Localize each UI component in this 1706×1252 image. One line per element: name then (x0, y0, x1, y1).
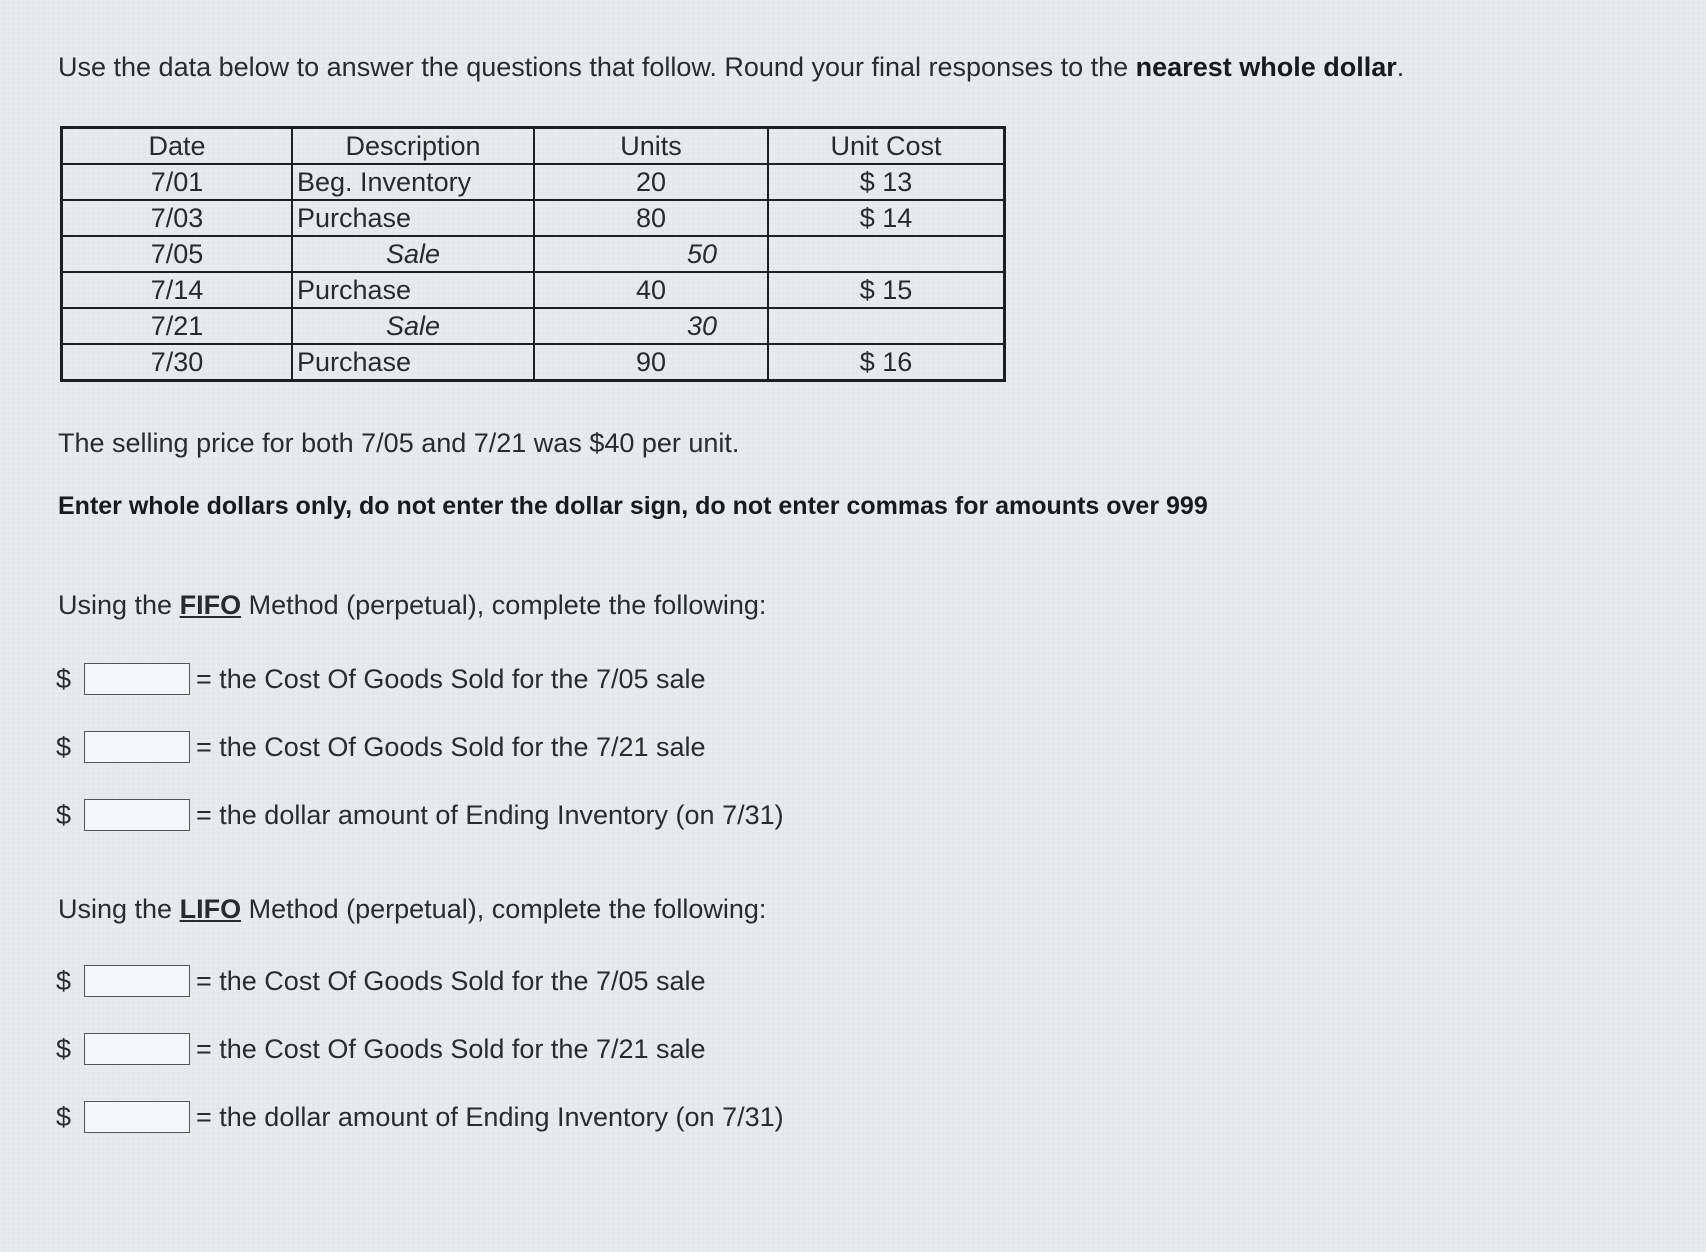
table-row (62, 236, 1005, 272)
cell-description: Sale (292, 236, 534, 272)
cell-date: 7/01 (62, 164, 293, 200)
lifo-question-cogs-721 (56, 1030, 706, 1068)
header-unit-cost: Unit Cost (768, 128, 1005, 165)
header-units: Units (534, 128, 768, 165)
cell-description: Purchase (292, 200, 534, 236)
lifo-heading (58, 894, 766, 925)
inventory-table (60, 126, 1006, 382)
dollar-sign: $ (56, 663, 72, 694)
fifo-cogs-721-label: = the Cost Of Goods Sold for the 7/21 sale (196, 731, 706, 762)
cell-date: 7/30 (62, 344, 293, 381)
cell-date: 7/03 (62, 200, 293, 236)
header-description: Description (292, 128, 534, 165)
table-row (62, 344, 1005, 381)
lifo-method-label: LIFO (179, 894, 242, 924)
cell-units: 20 (534, 164, 768, 200)
cell-description: Sale (292, 308, 534, 344)
selling-price-note: The selling price for both 7/05 and 7/21 was $40 per unit. (58, 428, 740, 458)
lifo-cogs-721-label: = the Cost Of Goods Sold for the 7/21 sale (196, 1033, 706, 1064)
instructions-prefix: Use the data below to answer the questions that follow. Round your final responses to the (58, 52, 1136, 82)
fifo-cogs-721-input[interactable] (84, 731, 190, 763)
cell-unit-cost: $ 14 (768, 200, 1005, 236)
cell-description: Purchase (292, 344, 534, 381)
lifo-cogs-705-input[interactable] (84, 965, 190, 997)
cell-unit-cost: $ 15 (768, 272, 1005, 308)
lifo-heading-suffix: Method (perpetual), complete the following: (241, 894, 767, 924)
fifo-ending-inventory-label: = the dollar amount of Ending Inventory (on 7/31) (196, 799, 784, 830)
lifo-cogs-705-label: = the Cost Of Goods Sold for the 7/05 sale (196, 965, 706, 996)
lifo-ending-inventory-label: = the dollar amount of Ending Inventory (on 7/31) (196, 1101, 784, 1132)
fifo-question-cogs-705 (56, 660, 706, 698)
table-row (62, 164, 1005, 200)
cell-units: 90 (534, 344, 768, 381)
lifo-cogs-721-input[interactable] (84, 1033, 190, 1065)
cell-unit-cost (768, 308, 1005, 344)
fifo-question-ending-inventory (56, 796, 784, 834)
lifo-question-ending-inventory (56, 1098, 784, 1136)
cell-units: 30 (534, 308, 768, 344)
cell-date: 7/05 (62, 236, 293, 272)
cell-units: 80 (534, 200, 768, 236)
table-header-row (62, 128, 1005, 165)
cell-unit-cost: $ 13 (768, 164, 1005, 200)
fifo-heading-suffix: Method (perpetual), complete the following: (241, 590, 767, 620)
dollar-sign: $ (56, 799, 72, 830)
lifo-question-cogs-705 (56, 962, 706, 1000)
cell-description: Purchase (292, 272, 534, 308)
dollar-sign: $ (56, 1033, 72, 1064)
fifo-cogs-705-input[interactable] (84, 663, 190, 695)
dollar-sign: $ (56, 731, 72, 762)
cell-unit-cost (768, 236, 1005, 272)
fifo-question-cogs-721 (56, 728, 706, 766)
fifo-method-label: FIFO (179, 590, 242, 620)
table-row (62, 272, 1005, 308)
table-row (62, 200, 1005, 236)
cell-units: 40 (534, 272, 768, 308)
dollar-sign: $ (56, 1101, 72, 1132)
table-row (62, 308, 1005, 344)
cell-units: 50 (534, 236, 768, 272)
fifo-heading (58, 590, 766, 621)
entry-warning: Enter whole dollars only, do not enter the dollar sign, do not enter commas for amounts over 999 (58, 492, 1208, 520)
instructions-suffix: . (1396, 52, 1405, 82)
header-date: Date (62, 128, 293, 165)
fifo-ending-inventory-input[interactable] (84, 799, 190, 831)
lifo-ending-inventory-input[interactable] (84, 1101, 190, 1133)
cell-date: 7/14 (62, 272, 293, 308)
lifo-heading-prefix: Using the (58, 894, 180, 924)
cell-description: Beg. Inventory (292, 164, 534, 200)
fifo-cogs-705-label: = the Cost Of Goods Sold for the 7/05 sale (196, 663, 706, 694)
cell-unit-cost: $ 16 (768, 344, 1005, 381)
instructions (58, 52, 1404, 83)
cell-date: 7/21 (62, 308, 293, 344)
fifo-heading-prefix: Using the (58, 590, 180, 620)
instructions-emphasis: nearest whole dollar (1135, 52, 1397, 82)
dollar-sign: $ (56, 965, 72, 996)
